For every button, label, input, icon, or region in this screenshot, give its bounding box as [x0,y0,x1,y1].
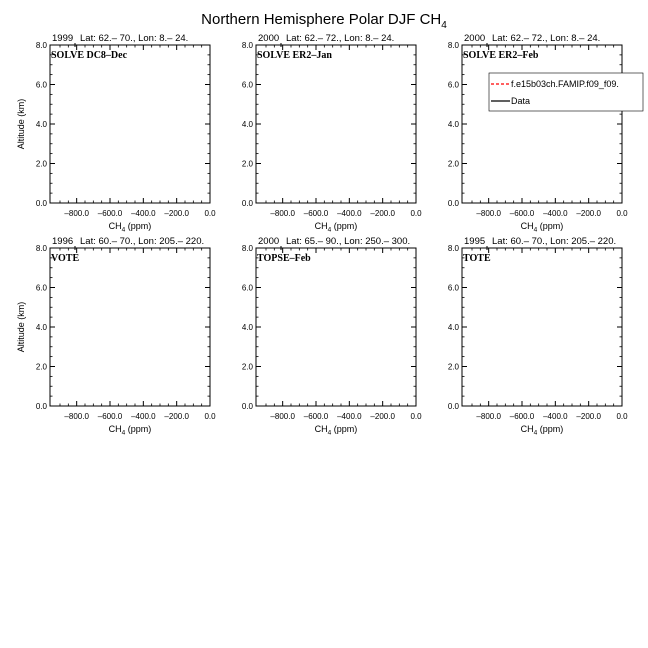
x-axis-label-sub: 4 [327,226,332,234]
panel-region: Lat: 62.– 72., Lon: 8.– 24. [492,33,601,44]
x-tick-label: –800.0 [64,412,89,421]
x-tick-label: 0.0 [204,412,216,421]
x-tick-label: –600.0 [303,412,329,421]
y-axis-label: Altitude (km) [16,98,26,150]
panel-region: Lat: 62.– 72., Lon: 8.– 24. [286,33,395,44]
panel-year: 1995 [464,236,486,247]
y-tick-label: 8.0 [447,41,459,50]
y-tick-label: 0.0 [241,402,253,411]
x-axis-label-main: CH [108,221,122,231]
y-tick-label: 4.0 [447,323,459,332]
x-axis-label-main: CH [520,424,534,434]
y-tick-label: 0.0 [447,199,459,208]
x-axis-label-unit: (ppm) [331,424,358,434]
x-axis-label-unit: (ppm) [331,221,358,231]
y-tick-label: 0.0 [241,199,253,208]
plot-frame [256,248,416,406]
chart-panel [16,33,216,234]
x-tick-label: –600.0 [303,209,329,218]
x-tick-label: –400.0 [337,412,362,421]
x-tick-label: –200.0 [164,412,189,421]
x-tick-label: 0.0 [616,412,628,421]
x-tick-label: –600.0 [97,209,123,218]
y-tick-label: 8.0 [241,41,253,50]
x-axis-label-main: CH [314,424,328,434]
panel-year: 1996 [52,236,74,247]
y-axis-label: Altitude (km) [16,301,26,353]
plot-frame [256,45,416,203]
panel-region: Lat: 60.– 70., Lon: 205.– 220. [492,236,617,247]
x-axis-label [521,221,564,234]
x-axis-label-unit: (ppm) [537,424,564,434]
x-axis-label-main: CH [108,424,122,434]
x-axis-label [109,424,152,437]
x-tick-label: –200.0 [164,209,189,218]
y-tick-label: 8.0 [35,41,47,50]
x-axis-label [315,221,358,234]
panels [16,33,643,437]
x-tick-label: –400.0 [131,209,156,218]
panel-region: Lat: 62.– 70., Lon: 8.– 24. [80,33,189,44]
panel-year: 1999 [52,33,74,44]
x-tick-label: –800.0 [270,209,295,218]
x-axis-label-unit: (ppm) [537,221,564,231]
y-tick-label: 4.0 [241,120,253,129]
x-axis-label-main: CH [314,221,328,231]
chart-panel [242,33,422,234]
y-tick-label: 2.0 [35,362,47,372]
y-tick-label: 8.0 [35,244,47,253]
x-axis-label [109,221,152,234]
x-axis-label-sub: 4 [533,429,538,437]
x-tick-label: –800.0 [476,209,501,218]
campaign-label: SOLVE ER2–Feb [463,50,539,61]
panel-year: 2000 [258,236,280,247]
y-tick-label: 0.0 [447,402,459,411]
x-tick-label: –400.0 [543,209,568,218]
x-axis-label-sub: 4 [533,226,538,234]
y-tick-label: 4.0 [241,323,253,332]
x-tick-label: –800.0 [476,412,501,421]
x-tick-label: –200.0 [576,412,601,421]
x-tick-label: –400.0 [337,209,362,218]
x-tick-label: 0.0 [410,209,422,218]
x-axis-label-sub: 4 [327,429,332,437]
chart-panel [242,236,422,437]
figure-title: Northern Hemisphere Polar DJF $CH_4$ [201,11,447,31]
campaign-label: TOPSE–Feb [257,253,311,264]
chart-panel [448,33,643,234]
y-tick-label: 4.0 [35,120,47,129]
y-tick-label: 6.0 [447,283,459,293]
x-tick-label: –600.0 [97,412,123,421]
y-tick-label: 6.0 [35,283,47,293]
x-tick-label: –200.0 [370,209,395,218]
x-axis-label [315,424,358,437]
plot-frame [462,45,622,203]
x-tick-label: –800.0 [270,412,295,421]
x-tick-label: –200.0 [370,412,395,421]
y-tick-label: 6.0 [241,283,253,293]
y-tick-label: 4.0 [35,323,47,332]
legend-label: Data [511,96,531,106]
plot-frame [50,248,210,406]
x-tick-label: –800.0 [64,209,89,218]
plot-frame [50,45,210,203]
legend-label: f.e15b03ch.FAMIP.f09_f09. [511,79,619,89]
y-tick-label: 0.0 [35,402,47,411]
x-axis-label-sub: 4 [121,429,126,437]
panel-region: Lat: 60.– 70., Lon: 205.– 220. [80,236,205,247]
y-tick-label: 2.0 [241,362,253,372]
y-tick-label: 8.0 [241,244,253,253]
panel-region: Lat: 65.– 90., Lon: 250.– 300. [286,236,411,247]
y-tick-label: 6.0 [447,80,459,90]
y-tick-label: 2.0 [447,362,459,372]
x-tick-label: –600.0 [509,209,535,218]
y-tick-label: 6.0 [35,80,47,90]
y-tick-label: 8.0 [447,244,459,253]
x-tick-label: –200.0 [576,209,601,218]
x-axis-label-sub: 4 [121,226,126,234]
campaign-label: SOLVE ER2–Jan [257,50,332,61]
chart-panel [448,236,628,437]
y-tick-label: 2.0 [241,159,253,169]
x-axis-label-unit: (ppm) [125,424,152,434]
panel-year: 2000 [464,33,486,44]
y-tick-label: 4.0 [447,120,459,129]
y-tick-label: 2.0 [35,159,47,169]
x-tick-label: –400.0 [543,412,568,421]
campaign-label: VOTE [51,253,80,264]
x-tick-label: 0.0 [204,209,216,218]
x-tick-label: 0.0 [616,209,628,218]
x-axis-label-main: CH [520,221,534,231]
chart-panel [16,236,216,437]
x-axis-label [521,424,564,437]
plot-frame [462,248,622,406]
y-tick-label: 6.0 [241,80,253,90]
x-tick-label: –400.0 [131,412,156,421]
y-tick-label: 2.0 [447,159,459,169]
x-axis-label-unit: (ppm) [125,221,152,231]
campaign-label: TOTE [463,253,491,264]
panel-year: 2000 [258,33,280,44]
x-tick-label: –600.0 [509,412,535,421]
campaign-label: SOLVE DC8–Dec [51,50,128,61]
x-tick-label: 0.0 [410,412,422,421]
y-tick-label: 0.0 [35,199,47,208]
